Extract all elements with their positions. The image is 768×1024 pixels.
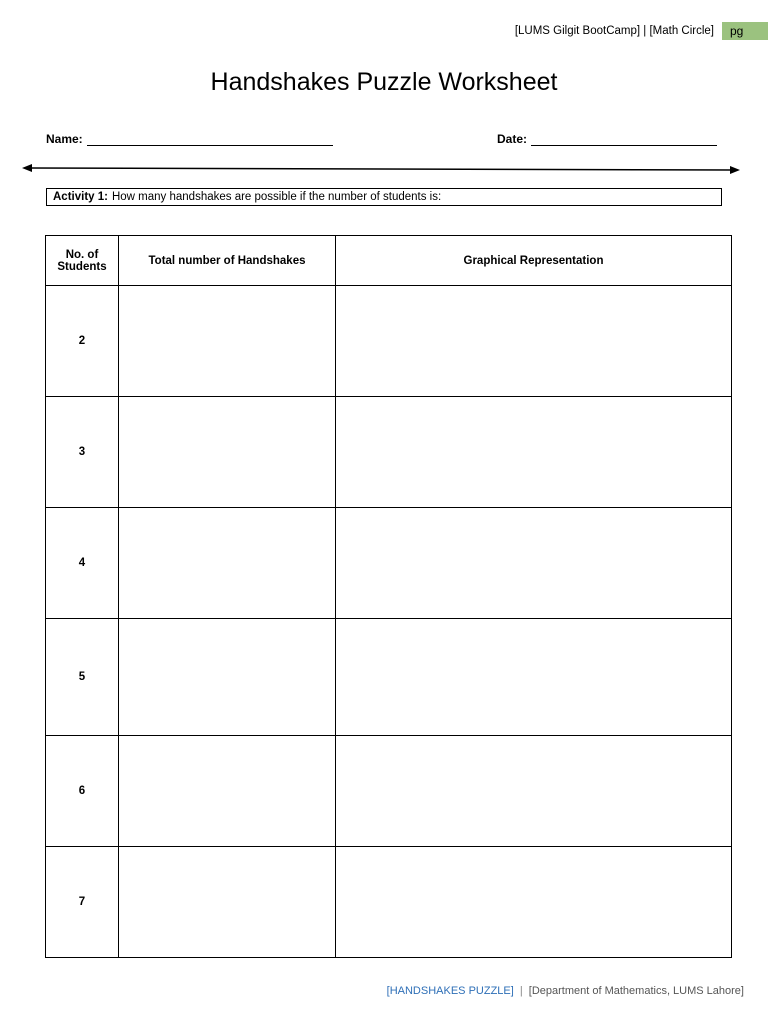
students-cell: 6: [46, 736, 119, 847]
table-row: [46, 847, 732, 958]
total-answer-cell[interactable]: [119, 508, 336, 619]
header-graphical-representation: Graphical Representation: [336, 236, 732, 286]
page-number-badge: pg: [722, 22, 768, 40]
activity-question: How many handshakes are possible if the number of students is:: [111, 191, 442, 203]
table-row: [46, 508, 732, 619]
header-total-handshakes: Total number of Handshakes: [119, 236, 336, 286]
students-cell: 7: [46, 847, 119, 958]
header-students: No. of Students: [46, 236, 119, 286]
footer-separator: |: [519, 985, 523, 997]
table-header-row: [46, 236, 732, 286]
activity-label: Activity 1:: [53, 191, 108, 203]
students-cell: 4: [46, 508, 119, 619]
date-blank-line[interactable]: [531, 133, 717, 146]
page-title: Handshakes Puzzle Worksheet: [210, 68, 558, 96]
table-row: [46, 736, 732, 847]
date-label: Date:: [497, 132, 528, 146]
footer-title: [HANDSHAKES PUZZLE]: [386, 985, 514, 997]
page-header: [515, 22, 768, 40]
total-answer-cell[interactable]: [119, 286, 336, 397]
graphical-answer-cell[interactable]: [336, 397, 732, 508]
name-label: Name:: [46, 132, 83, 146]
activity-prompt: [46, 188, 722, 206]
students-cell: 3: [46, 397, 119, 508]
students-cell: 2: [46, 286, 119, 397]
name-blank-line[interactable]: [87, 133, 333, 146]
name-field: [46, 132, 333, 146]
table-row: [46, 286, 732, 397]
date-field: [497, 132, 717, 146]
double-arrow-divider: [22, 162, 740, 176]
total-answer-cell[interactable]: [119, 619, 336, 736]
handshakes-table: [45, 235, 732, 958]
graphical-answer-cell[interactable]: [336, 847, 732, 958]
graphical-answer-cell[interactable]: [336, 286, 732, 397]
graphical-answer-cell[interactable]: [336, 736, 732, 847]
header-text: [LUMS Gilgit BootCamp] | [Math Circle]: [514, 25, 714, 37]
total-answer-cell[interactable]: [119, 397, 336, 508]
students-cell: 5: [46, 619, 119, 736]
total-answer-cell[interactable]: [119, 736, 336, 847]
graphical-answer-cell[interactable]: [336, 619, 732, 736]
page-footer: [387, 985, 744, 997]
graphical-answer-cell[interactable]: [336, 508, 732, 619]
footer-department: [Department of Mathematics, LUMS Lahore]: [528, 985, 744, 997]
table-row: [46, 397, 732, 508]
total-answer-cell[interactable]: [119, 847, 336, 958]
table-row: [46, 619, 732, 736]
